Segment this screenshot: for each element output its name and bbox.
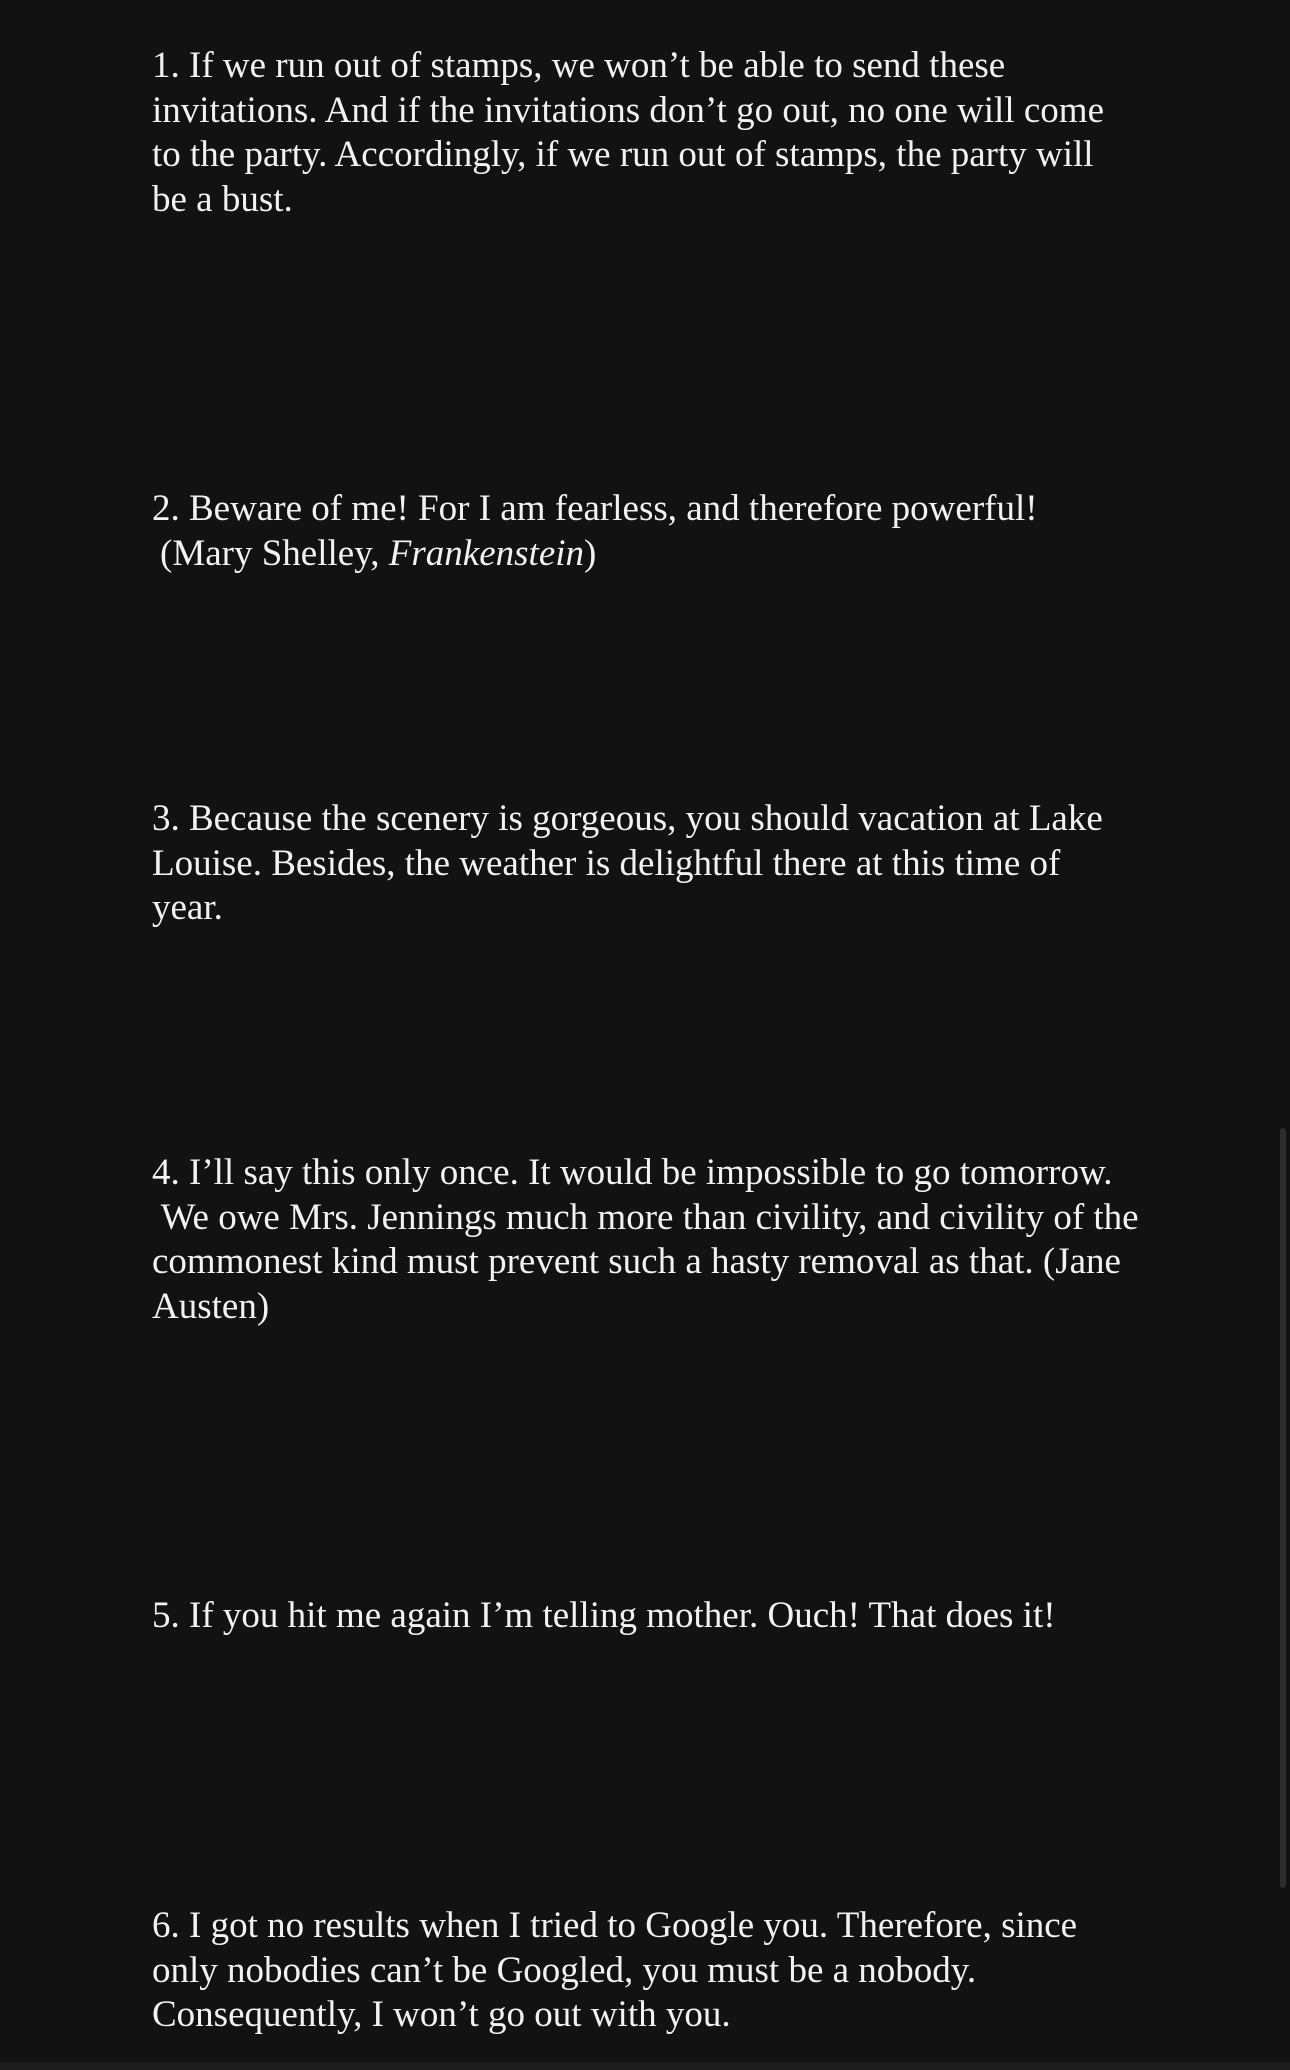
citation-open: (Mary Shelley, bbox=[160, 532, 389, 574]
exercise-4 bbox=[152, 1151, 1192, 1329]
exercise-1-line-3: to the party. Accordingly, if we run out of stamps, the party will bbox=[152, 134, 1094, 175]
exercise-3-line-1: 3. Because the scenery is gorgeous, you should vacation at Lake bbox=[152, 798, 1103, 839]
exercise-1-line-1: 1. If we run out of stamps, we won’t be able to send these bbox=[152, 45, 1006, 86]
exercise-1-line-2: invitations. And if the invitations don’t go out, no one will come bbox=[152, 89, 1104, 131]
exercise-3-line-3: year. bbox=[152, 887, 223, 928]
exercise-1 bbox=[152, 44, 1192, 222]
exercise-6-line-3: Consequently, I won’t go out with you. bbox=[152, 1994, 731, 2035]
exercise-2-line-1: 2. Beware of me! For I am fearless, and therefore powerful! bbox=[152, 488, 1038, 529]
exercise-3-line-2: Louise. Besides, the weather is delightful there at this time of bbox=[152, 842, 1061, 884]
bottom-edge bbox=[0, 2062, 1290, 2070]
exercise-5-line-1: 5. If you hit me again I’m telling mother. Ouch! That does it! bbox=[152, 1595, 1056, 1636]
exercise-6-line-1: 6. I got no results when I tried to Google you. Therefore, since bbox=[152, 1905, 1078, 1946]
scrollbar[interactable] bbox=[1280, 1128, 1286, 1888]
exercise-5 bbox=[152, 1594, 1192, 1639]
exercise-6 bbox=[152, 1904, 1192, 2038]
exercise-3 bbox=[152, 797, 1192, 931]
citation-title: Frankenstein bbox=[388, 532, 585, 574]
exercise-4-line-4: Austen) bbox=[152, 1285, 270, 1327]
exercise-6-line-2: only nobodies can’t be Googled, you must be a nobody. bbox=[152, 1949, 977, 1991]
exercise-2-citation bbox=[152, 532, 1192, 577]
exercise-2 bbox=[152, 487, 1192, 576]
exercise-4-line-3: commonest kind must prevent such a hasty removal as that. (Jane bbox=[152, 1241, 1121, 1282]
citation-close: ) bbox=[584, 532, 597, 574]
exercise-4-line-2: We owe Mrs. Jennings much more than civility, and civility of the bbox=[152, 1196, 1139, 1238]
exercise-4-line-1: 4. I’ll say this only once. It would be impossible to go tomorrow. bbox=[152, 1152, 1113, 1193]
exercise-1-line-4: be a bust. bbox=[152, 178, 293, 220]
